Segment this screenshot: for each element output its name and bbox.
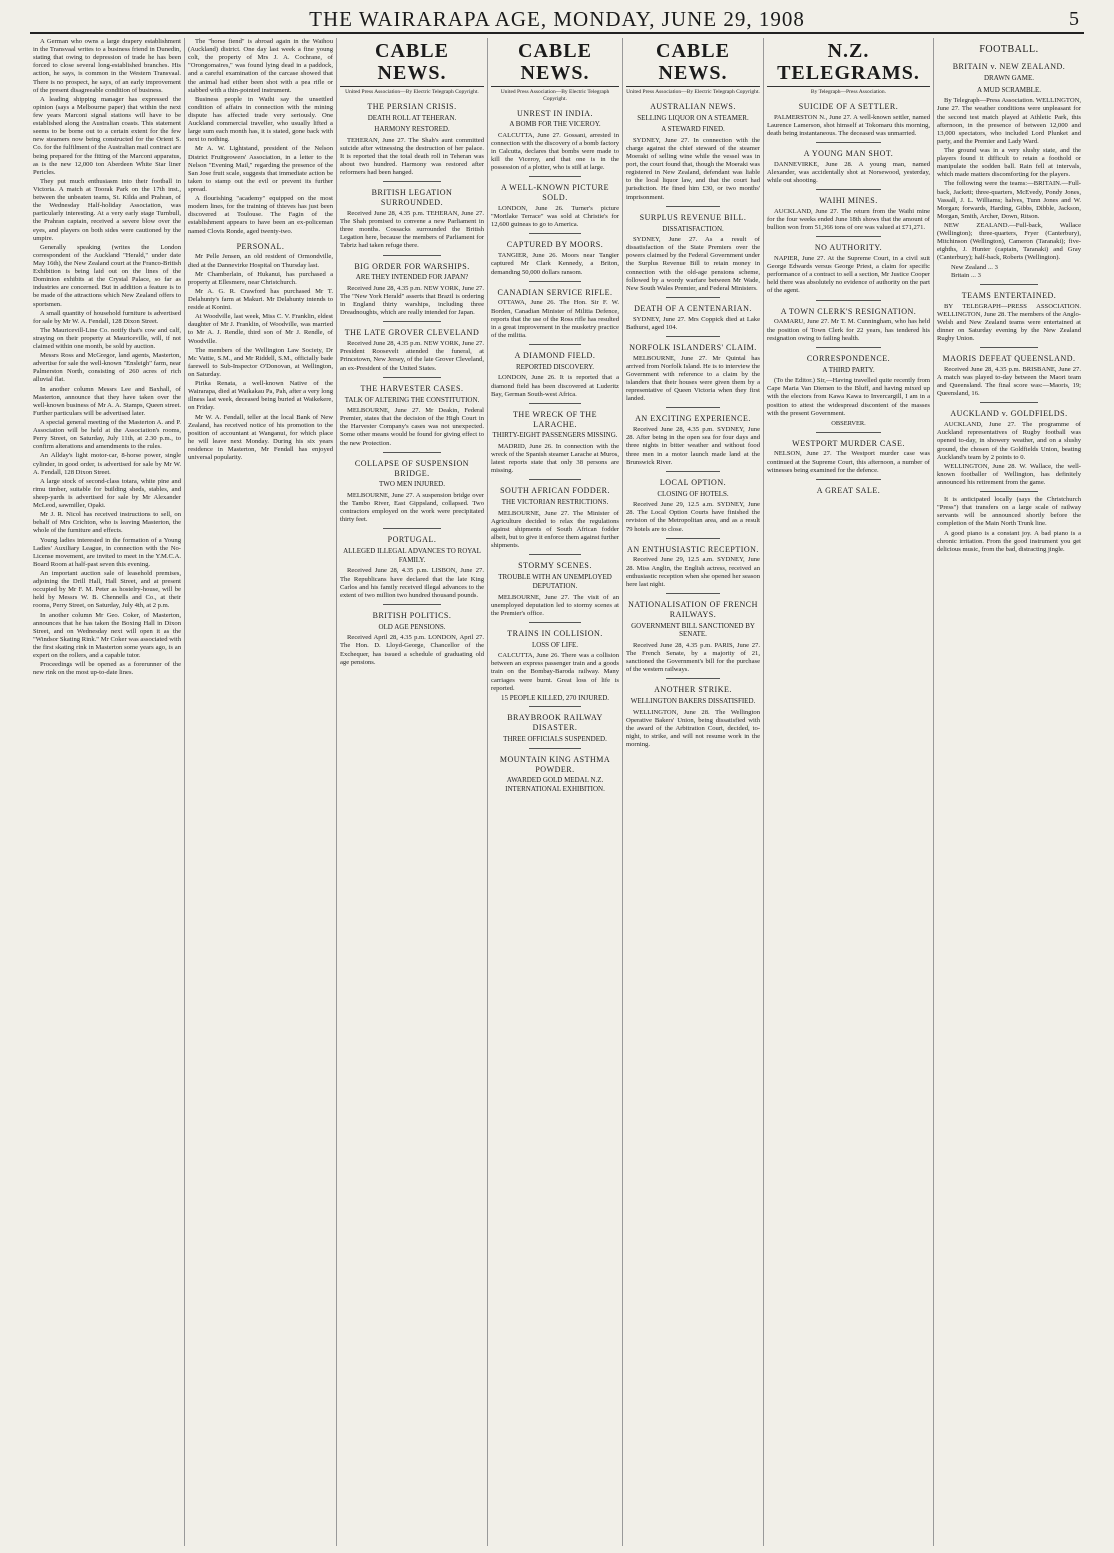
paragraph: MELBOURNE, June 27. A suspension bridge over the Tambo River, East Gippsland, collapsed. Two contractors employed on the work were precipitated thirty feet.	[340, 491, 484, 524]
headline: CANADIAN SERVICE RIFLE.	[497, 287, 613, 297]
divider	[529, 748, 580, 749]
paragraph: Proceedings will be opened as a forerunner of the new rink on the most up-to-date lines.	[33, 661, 181, 677]
paragraph: The members of the Wellington Law Society, Dr Mc Vattie, S.M., and Mr Riddell, S.M., officially bade farewell to Sub-Inspector O'Donovan, at Wellington, on Saturday.	[188, 346, 333, 378]
headline: ANOTHER STRIKE.	[654, 685, 732, 695]
divider	[529, 403, 580, 404]
headline: THE PERSIAN CRISIS.	[367, 101, 457, 111]
subheadline: LOSS OF LIFE.	[531, 640, 579, 649]
headline: MOUNTAIN KING ASTHMA POWDER.	[499, 754, 611, 774]
headline: A YOUNG MAN SHOT.	[803, 148, 894, 158]
paragraph: In another column Messrs Lee and Baxhall, of Masterton, announce that they have taken over the well-known business of Mr A. A. Stamps, Queen street. Further particulars will be advertised later.	[33, 385, 181, 417]
headline: STORMY SCENES.	[518, 561, 592, 571]
divider	[529, 479, 580, 480]
paragraph: A German who owns a large drapery establishment in the Transvaal writes to a business friend in Dunedin, stating that owing to depression of trade he has been forced to close several long-established branches. His action, he says, is common in the Western Transvaal. There is no prospect, he says, of an early improvement of the present disagreeable condition of business.	[33, 38, 181, 94]
section-title: CABLE NEWS.	[626, 40, 760, 87]
paragraph: NEW ZEALAND.—Full-back, Wallace (Wellington); three-quarters, Fryer (Canterbury), Mitchinson (Wellington), Cameron (Taranaki); five-eighths, J. Hunter (captain, Taranaki) and Gray (Canterbury); half-back, Roberts (Wellington).	[937, 221, 1081, 262]
paragraph: AUCKLAND, June 27. The programme of Auckland representatives of Rugby football was opened to-day, in showery weather, and on a slushy ground, the chosen of the Goldfields Union, beating Auckland's team by 2 points to 0.	[937, 421, 1081, 461]
paragraph: Received June 28, 4.35 p.m. TEHERAN, June 27. The Shah promised to convene a new Parliament in three months. Cossacks surrounded the British Legation here, because the members of Parliament for Tabriz had taken refuge there.	[340, 210, 484, 250]
divider	[529, 554, 580, 555]
paragraph: A leading shipping manager has expressed the opinion (says a Melbourne paper) that within the next few years Marconi signal stations will have to be established along the Australian coasts. This statement seems to be borne out to a certain extent for the few new steamers now being constructed for the Orient S. Co. for the fulfilment of the Australian mail contract are being prepared for the fitting of the Marconi apparatus, as is the new 12,000 ton Aberdeen White Star liner Pericles.	[33, 95, 181, 176]
paragraph: SYDNEY, June 27. Mrs Coppick died at Lake Bathurst, aged 104.	[626, 315, 760, 331]
headline: BRITISH POLITICS.	[372, 610, 452, 620]
divider	[529, 281, 580, 282]
paragraph: A good piano is a constant joy. A bad piano is a chronic irritation. From the good instrument you get delicious music, from the bad, distracting jingle.	[937, 529, 1081, 553]
paragraph: WELLINGTON, June 28. The Wellington Operative Bakers' Union, being dissatisfied with the award of the Arbitration Court, decided, to-night, to strike, and will not resume work in the morning.	[626, 708, 760, 749]
headline: BRITISH LEGATION SURROUNDED.	[371, 188, 453, 208]
divider	[383, 321, 441, 322]
divider	[980, 284, 1038, 285]
headline: A GREAT SALE.	[816, 485, 881, 495]
score-line: Britain ... 3	[951, 271, 981, 279]
score-team: Britain	[951, 271, 970, 279]
headline: WESTPORT MURDER CASE.	[792, 438, 905, 448]
paragraph: The ground was in a very slushy state, and the players found it difficult to retain a foothold or manipulate the sodden ball. Rain fell at intervals, which made matters discomforting for the players.	[937, 147, 1081, 179]
divider	[816, 432, 881, 433]
divider	[666, 678, 720, 679]
paragraph: A large stock of second-class totara, white pine and rimu timber, suitable for building sheds, stables, and sheep-yards is advertised for sale by Mr Alexander McLeod, sawmiller, Opaki.	[33, 477, 181, 510]
paragraph: Mr Pelle Jensen, an old resident of Ormondville, died at the Dannevirke Hospital on Thursday last.	[188, 253, 333, 269]
paragraph: Young ladies interested in the formation of a Young Ladies' Auxiliary League, in connection with the No-License movement, are invited to meet in the Y.M.C.A. Board Room at half-past seven this evening.	[33, 536, 181, 568]
divider	[666, 407, 720, 408]
paragraph: PALMERSTON N., June 27. A well-known settler, named Laurence Lamerson, shot himself at Tokomaru this morning, death being instantaneous. The deceased was unmarried.	[767, 113, 930, 137]
subheadline: CLOSING OF HOTELS.	[657, 489, 729, 498]
paragraph: NELSON, June 27. The Westport murder case was continued at the Supreme Court, this afternoon, a number of witnesses being examined for the defence.	[767, 450, 930, 474]
subheadline: DEATH ROLL AT TEHERAN.	[367, 113, 457, 122]
divider	[980, 402, 1038, 403]
paragraph: A flourishing "academy" equipped on the most modern lines, for the training of thieves has just been discovered at Toulouse. The Fagin of the establishment appears to have been an ex-policeman named Clovis Ronde, aged twenty-two.	[188, 195, 333, 235]
section-title: FOOTBALL.	[979, 44, 1039, 55]
headline: CORRESPONDENCE.	[806, 353, 891, 363]
byline: By Telegraph—Press Association.	[810, 89, 887, 95]
headline: BIG ORDER FOR WARSHIPS.	[354, 261, 470, 271]
headline: AN ENTHUSIASTIC RECEPTION.	[627, 544, 759, 554]
headline: SOUTH AFRICAN FODDER.	[500, 486, 610, 496]
divider	[529, 706, 580, 707]
subheadline: HARMONY RESTORED.	[374, 125, 450, 134]
divider	[666, 471, 720, 472]
headline: AUCKLAND v. GOLDFIELDS.	[950, 409, 1068, 419]
divider	[816, 479, 881, 480]
headline: SURPLUS REVENUE BILL.	[639, 212, 747, 222]
paragraph: WELLINGTON, June 28. W. Wallace, the well-known footballer of Wellington, has definitely announced his retirement from the game.	[937, 462, 1081, 486]
subheadline: THIRTY-EIGHT PASSENGERS MISSING.	[492, 431, 618, 440]
paragraph: Mr W. A. Fendall, teller at the local Bank of New Zealand, has received notice of his promotion to the position of accountant at Wanganui, for which place he will leave next Monday. During his six years residence in Masterton, Mr Fendall has enjoyed universal popularity.	[188, 413, 333, 462]
headline: AN EXCITING EXPERIENCE.	[635, 414, 751, 424]
headline: UNREST IN INDIA.	[516, 108, 594, 118]
headline: AUSTRALIAN NEWS.	[650, 101, 736, 111]
subheadline: A BOMB FOR THE VICEROY.	[509, 120, 601, 129]
section-title: CABLE NEWS.	[340, 40, 484, 87]
subheadline: THREE OFFICIALS SUSPENDED.	[503, 735, 607, 744]
divider	[383, 528, 441, 529]
paragraph: It is anticipated locally (says the Christchurch "Press") that transfers on a large scale of railway servants will be announced shortly before the completion of the Main North Trunk line.	[937, 496, 1081, 528]
paragraph: Received June 28, 4.35 p.m. BRISBANE, June 27. A match was played to-day between the Maori team and Queensland. The final score was:—Maoris, 19; Queensland, 16.	[937, 365, 1081, 398]
paragraph: LONDON, June 26. Turner's picture "Mortlake Terrace" was sold at Christie's for 12,600 guineas to go to America.	[491, 205, 619, 229]
paragraph: TEHERAN, June 27. The Shah's aunt committed suicide after witnessing the destruction of her palace. It is reported that the total death roll in Teheran was about two hundred. Harmony was restored after reformers had been hanged.	[340, 136, 484, 177]
paragraph: BY TELEGRAPH—PRESS ASSOCIATION. WELLINGTON, June 28. The members of the Anglo-Welsh and New Zealand teams were entertained at dinner on Saturday evening by the New Zealand Rugby Union.	[937, 302, 1081, 343]
headline: A WELL-KNOWN PICTURE SOLD.	[500, 183, 610, 203]
divider	[529, 344, 580, 345]
divider	[383, 181, 441, 182]
divider	[816, 189, 881, 190]
divider	[529, 176, 580, 177]
paragraph: TANGIER, June 26. Moors near Tangier captured Mr Clark Kennedy, a Briton, demanding 50,000 dollars ransom.	[491, 252, 619, 276]
subheadline: SELLING LIQUOR ON A STEAMER.	[637, 113, 749, 122]
paragraph: Business people in Waihi say the unsettled condition of affairs in connection with the mining dispute has affected trade very seriously. One Auckland commercial traveller, who usually lifted a large sum each month has, it is stated, gone back with next to nothing.	[188, 95, 333, 144]
paragraph: The "horse fiend" is abroad again in the Waihou (Auckland) district. One day last week a fine young colt, the property of Mrs J. A. Cochrane, of "Orongomaires," was found lying dead in a paddock, and a careful examination of the carcase showed that the animal had either been shot with a pea rifle or stabbed with a thin-pointed instrument.	[188, 38, 333, 94]
masthead	[30, 6, 1084, 34]
headline: NATIONALISATION OF FRENCH RAILWAYS.	[628, 599, 758, 619]
column-5	[622, 38, 763, 1546]
paragraph: Pirika Renata, a well-known Native of the Wairarapa, died at Waikakau Pa, Pah, after a very long illness last week, deceased being buried at Waikekere, on Friday.	[188, 380, 333, 412]
subheadline: TALK OF ALTERING THE CONSTITUTION.	[344, 395, 480, 404]
paragraph: Generally speaking (writes the London correspondent of the Auckland "Herald," under date May 16th), the New Zealand court at the Franco-British Exhibition is being laid out on the lines of the Dominion exhibits at the Crystal Palace, so far as industries are concerned. But in addition a feature is to be made of the attractions which New Zealand offers to sportsmen.	[33, 243, 181, 308]
headline: A TOWN CLERK'S RESIGNATION.	[780, 306, 917, 316]
byline: United Press Association—By Electric Telegraph Copyright.	[626, 89, 760, 95]
paragraph: An important auction sale of leasehold premises, adjoining the Drill Hall, Hall Street, and at present occupied by Mr F. M. Peter as hostelry-house, will be held by Messrs W. B. Chennells and Co., at their rooms, Perry Street, on Saturday, July 4th, at 2 p.m.	[33, 570, 181, 610]
paragraph: CALCUTTA, June 26. There was a collision between an express passenger train and a goods train on the Bombay-Baroda railway. Many carriages were burnt. Great loss of life is reported.	[491, 652, 619, 692]
section-heading: PERSONAL.	[236, 241, 285, 251]
divider	[383, 255, 441, 256]
subheadline: ARE THEY INTENDED FOR JAPAN?	[355, 273, 469, 282]
subheadline: A THIRD PARTY.	[822, 365, 875, 374]
headline: SUICIDE OF A SETTLER.	[798, 101, 899, 111]
headline: MAORIS DEFEAT QUEENSLAND.	[942, 354, 1076, 364]
divider	[666, 206, 720, 207]
section-title: N.Z. TELEGRAMS.	[767, 40, 930, 87]
headline: WAIHI MINES.	[819, 196, 878, 206]
paragraph: Received June 28, 4.35 p.m. SYDNEY, June 28. After being in the open sea for four days and three nights in bitter weather and without food three men in a motor launch made land at the Brunswick River.	[626, 426, 760, 466]
byline: United Press Association—By Electric Telegraph Copyright.	[500, 89, 610, 102]
paragraph: A small quantity of household furniture is advertised for sale by Mr W. A. Fendall, 128 Dixon Street.	[33, 309, 181, 325]
score-line: New Zealand ... 3	[951, 263, 998, 271]
paragraph: MADRID, June 26. In connection with the wreck of the Spanish steamer Larache at Muros, latest reports state that only 38 persons are missing.	[491, 443, 619, 475]
divider	[383, 604, 441, 605]
subheadline: TROUBLE WITH AN UNEMPLOYED DEPUTATION.	[498, 573, 612, 590]
paragraph: An Allday's light motor-car, 8-horse power, single cylinder, in good order, is advertised for sale by Mr W. A. Fendall, 128 Dixon Street.	[33, 452, 181, 476]
signature: OBSERVER.	[831, 419, 866, 427]
paragraph: Received June 29, 12.5 a.m. SYDNEY, June 28. The Local Option Courts have finished the revision of the Metropolitan area, and as a result 79 hotels are to close.	[626, 501, 760, 533]
column-7	[933, 38, 1084, 1546]
headline: DEATH OF A CENTENARIAN.	[634, 303, 752, 313]
subheadline: TWO MEN INJURED.	[379, 480, 445, 489]
headline: CAPTURED BY MOORS.	[506, 240, 604, 250]
subheadline: REPORTED DISCOVERY.	[515, 362, 595, 371]
paragraph: Mr A. G. R. Crawford has purchased Mr T. Delahunty's farm at Makuri. Mr Delahunty intends to reside at Konini.	[188, 287, 333, 312]
subheadline: A STEWARD FINED.	[661, 125, 725, 134]
paragraph: By Telegraph—Press Association. WELLINGTON, June 27. The weather conditions were unpleasant for the second test match played at Athletic Park, this afternoon, in the presence of between 12,000 and 13,000 spectators, who included Lord Plunket and party, and the Premier and Lady Ward.	[937, 97, 1081, 145]
headline: THE LATE GROVER CLEVELAND	[344, 328, 480, 338]
headline: NORFOLK ISLANDERS' CLAIM.	[629, 342, 757, 352]
subheadline: DRAWN GAME.	[984, 74, 1034, 83]
headline: THE HARVESTER CASES.	[360, 383, 464, 393]
paragraph: Mr A. W. Lightstand, president of the Nelson District Fruitgrowers' Association, in a letter to the Nelson "Evening Mail," regarding the presence of the San Jose fruit scale, suggests that immediate action be taken to stamp out the evil or prevent its further spread.	[188, 145, 333, 193]
paragraph: They put much enthusiasm into their football in Victoria. A match at Toorak Park on the 17th inst., between the unbeaten teams, St. Kilda and Prahran, of the Wednesday Half-holiday Association, was particularly interesting. At a very early stage Turnbull, the Prahran captain, received a severe blow over the eyes, and players on both sides were cautioned by the umpire.	[33, 177, 181, 242]
paragraph: Received April 28, 4.35 p.m. LONDON, April 27. The Hon. D. Lloyd-George, Chancellor of the Exchequer, has issued a schedule of graduating old age pensions.	[340, 634, 484, 666]
paragraph: Received June 28, 4.35 p.m. NEW YORK, June 27. President Roosevelt attended the funeral, at Princetown, New Jersey, of the late Grover Cleveland, an ex-President of the United States.	[340, 340, 484, 372]
paragraph: SYDNEY, June 27. In connection with the charge against the chief steward of the steamer Moeraki of selling wine while the vessel was in port, the court found that, though the Moeraki was registered in New Zealand, defendant was liable to the local liquor law, and that the court had jurisdiction. He fined him £30, or two months' imprisonment.	[626, 136, 760, 201]
divider	[980, 491, 1038, 492]
byline: United Press Association—By Electric Telegraph Copyright.	[345, 89, 479, 95]
paragraph: MELBOURNE, June 27. Mr Quintal has arrived from Norfolk Island. He is to interview the Government with reference to a claim by the islanders that their houses were given them by a representative of Queen Victoria when they first landed.	[626, 354, 760, 403]
column-6	[763, 38, 933, 1546]
divider	[816, 300, 881, 301]
paragraph: NAPIER, June 27. At the Supreme Court, in a civil suit George Edwards versus George Priest, a claim for specific performance of a contract to sell a section, Mr Justice Cooper held there was absolutely no evidence of authority on the part of the agent.	[767, 255, 930, 295]
column-4	[487, 38, 622, 1546]
page-number: 5	[1069, 8, 1080, 30]
divider	[529, 233, 580, 234]
divider	[383, 452, 441, 453]
headline: A DIAMOND FIELD.	[514, 351, 596, 360]
paragraph: OTTAWA, June 26. The Hon. Sir F. W. Borden, Canadian Minister of Militia Defence, reports that the use of the Ross rifle has resulted in a great improvement in the musketry practice of the militia.	[491, 299, 619, 339]
divider	[666, 538, 720, 539]
paragraph: Received June 28, 4.35 p.m. NEW YORK, June 27. The "New York Herald" asserts that Brazil is ordering in England thirty warships, including three Dreadnoughts, which are really intended for Japan.	[340, 284, 484, 317]
headline: PORTUGAL.	[387, 535, 437, 545]
score-team: New Zealand	[951, 263, 987, 271]
paragraph: (To the Editor.) Sir,—Having travelled quite recently from Cape Maria Van Diemen to the Bluff, and having mixed up with the electors from Kawa Kawa to Invercargill, I am in a position to attest the widespread discontent of the masses with the present Government.	[767, 377, 930, 417]
divider	[980, 347, 1038, 348]
column-2	[184, 38, 336, 1546]
subheadline: GOVERNMENT BILL SANCTIONED BY SENATE.	[631, 621, 755, 639]
paragraph: Received June 29, 12.5 a.m. SYDNEY, June 28. Miss Anglin, the English actress, received an enthusiastic reception when she opened her season here last night.	[626, 556, 760, 588]
headline: LOCAL OPTION.	[659, 477, 727, 487]
headline: THE WRECK OF THE LARACHE.	[513, 409, 597, 429]
headline: TRAINS IN COLLISION.	[507, 628, 603, 638]
headline: NO AUTHORITY.	[814, 243, 883, 253]
subheadline: OLD AGE PENSIONS.	[378, 622, 446, 631]
paragraph: MELBOURNE, June 27. The visit of an unemployed deputation led to stormy scenes at the Premier's office.	[491, 593, 619, 617]
headline: BRITAIN v. NEW ZEALAND.	[952, 62, 1066, 72]
paragraph: CALCUTTA, June 27. Gossani, arrested in connection with the discovery of a bomb factory in Calcutta, declares that bombs were made to kill the Viceroy, and that one is in the possession of a plotter, who is still at large.	[491, 131, 619, 172]
column-1	[30, 38, 184, 1546]
paragraph: MELBOURNE, June 27. Mr Deakin, Federal Premier, states that the decision of the High Court in the Harvester Company's cases was not unexpected. Some other means would be found for giving effect to the new Protection.	[340, 407, 484, 447]
section-title: CABLE NEWS.	[491, 40, 619, 87]
score-value: 3	[977, 271, 981, 279]
paragraph: Mr Chamberlain, of Hukanui, has purchased a property at Ellesmere, near Christchurch.	[188, 270, 333, 286]
headline: TEAMS ENTERTAINED.	[961, 290, 1057, 300]
divider	[383, 377, 441, 378]
subheadline: ALLEGED ILLEGAL ADVANCES TO ROYAL FAMILY.	[343, 547, 481, 564]
paragraph: OAMARU, June 27. Mr T. M. Cunningham, who has held the position of Town Clerk for 22 years, has tendered his resignation owing to failing health.	[767, 318, 930, 342]
subheadline: A MUD SCRAMBLE.	[977, 85, 1041, 94]
paragraph: LONDON, June 26. It is reported that a diamond field has been discovered at Luderitz Bay, German South-west Africa.	[491, 374, 619, 398]
headline: BRAYBROOK RAILWAY DISASTER.	[507, 713, 603, 733]
paragraph: Messrs Ross and McGregor, land agents, Masterton, advertise for sale the well-known "Ensleigh" farm, near Palmerston North, consisting of 260 acres of rich alluvial flat.	[33, 352, 181, 384]
headline: COLLAPSE OF SUSPENSION BRIDGE.	[354, 458, 470, 478]
paragraph: AUCKLAND, June 27. The return from the Waihi mine for the four weeks ended June 18th shows that the amount of bullion won from 51,366 tons of ore was valued at £71,271.	[767, 207, 930, 232]
column-3	[336, 38, 487, 1546]
paragraph: Received June 28, 4.35 p.m. LISBON, June 27. The Republicans have declared that the late King Carlos and his family received illegal advances to the extent of two million two hundred thousand pounds.	[340, 567, 484, 599]
subheadline: WELLINGTON BAKERS DISSATISFIED.	[630, 697, 756, 706]
divider	[816, 347, 881, 348]
paragraph: The Mauricevill-Line Co. notify that's cow and calf, straying on their property at Mauriceville, will, if not claimed within one month, be sold by auction.	[33, 326, 181, 351]
paragraph: MELBOURNE, June 27. The Minister of Agriculture decided to relax the regulations against shipments of South African fodder albeit, but to give it enforce them against further shipments.	[491, 509, 619, 550]
divider	[816, 236, 881, 237]
paragraph: In another column Mr Geo. Coker, of Masterton, announces that he has taken the Boxing Hall in Dixon Street, and on Wednesday next will open it as the "Windsor Skating Rink." Mr Coker was associated with the first skating rink in Masterton some years ago, is an expert on the rollers, and a capable tutor.	[33, 611, 181, 660]
paragraph: At Woodville, last week, Miss C. V. Franklin, eldest daughter of Mr J. Franklin, of Woodville, was married to Mr A. J. Rendle, third son of Mr J. Rendle, of Woodville.	[188, 313, 333, 345]
paragraph: DANNEVIRKE, June 28. A young man, named Alexander, was accidentally shot at Norsewood, yesterday, while out shooting.	[767, 160, 930, 184]
subheadline: 15 PEOPLE KILLED, 270 INJURED.	[500, 693, 610, 702]
paragraph: The following were the teams:—BRITAIN.—Full-back, Jackett; three-quarters, McEvedy, Pondy Jones, Vassall, J. L. Williams; halves, Tunn Jones and W. Morgan; forwards, Harding, Gibbs, Dibble, Jackson, Morgan, Smith, Archer, Down, Ritson.	[937, 180, 1081, 220]
subheadline: THE VICTORIAN RESTRICTIONS.	[501, 498, 609, 507]
divider	[529, 622, 580, 623]
subheadline: AWARDED GOLD MEDAL N.Z. INTERNATIONAL EXHIBITION.	[505, 776, 605, 793]
subheadline: DISSATISFACTION.	[662, 224, 724, 233]
divider	[666, 297, 720, 298]
paragraph: SYDNEY, June 27. As a result of dissatisfaction of the State Premiers over the powers claimed by the Federal Government under the Surplus Revenue Bill to retain money in connection with the old-age pensions scheme, followed by a wordy warfare between Mr Wade, New South Wales Premier, and Federal Ministers.	[626, 236, 760, 292]
score-value: 3	[994, 263, 998, 271]
masthead-title: THE WAIRARAPA AGE, MONDAY, JUNE 29, 1908	[309, 7, 805, 31]
paragraph: Mr J. R. Nicol has received instructions to sell, on behalf of Mrs Crichton, who is leaving Masterton, the whole of the furniture and effects.	[33, 511, 181, 535]
divider	[816, 142, 881, 143]
paragraph: A special general meeting of the Masterton A. and P. Association will be held at the Association's rooms, Perry Street, on Saturday, July 11th, at 2.30 p.m., to confirm alterations and amendments to the rules.	[33, 419, 181, 451]
divider	[666, 336, 720, 337]
paragraph: Received June 28, 4.35 p.m. PARIS, June 27. The French Senate, by a majority of 21, sanctioned the Government's bill for the purchase of the western railways.	[626, 641, 760, 674]
divider	[666, 593, 720, 594]
